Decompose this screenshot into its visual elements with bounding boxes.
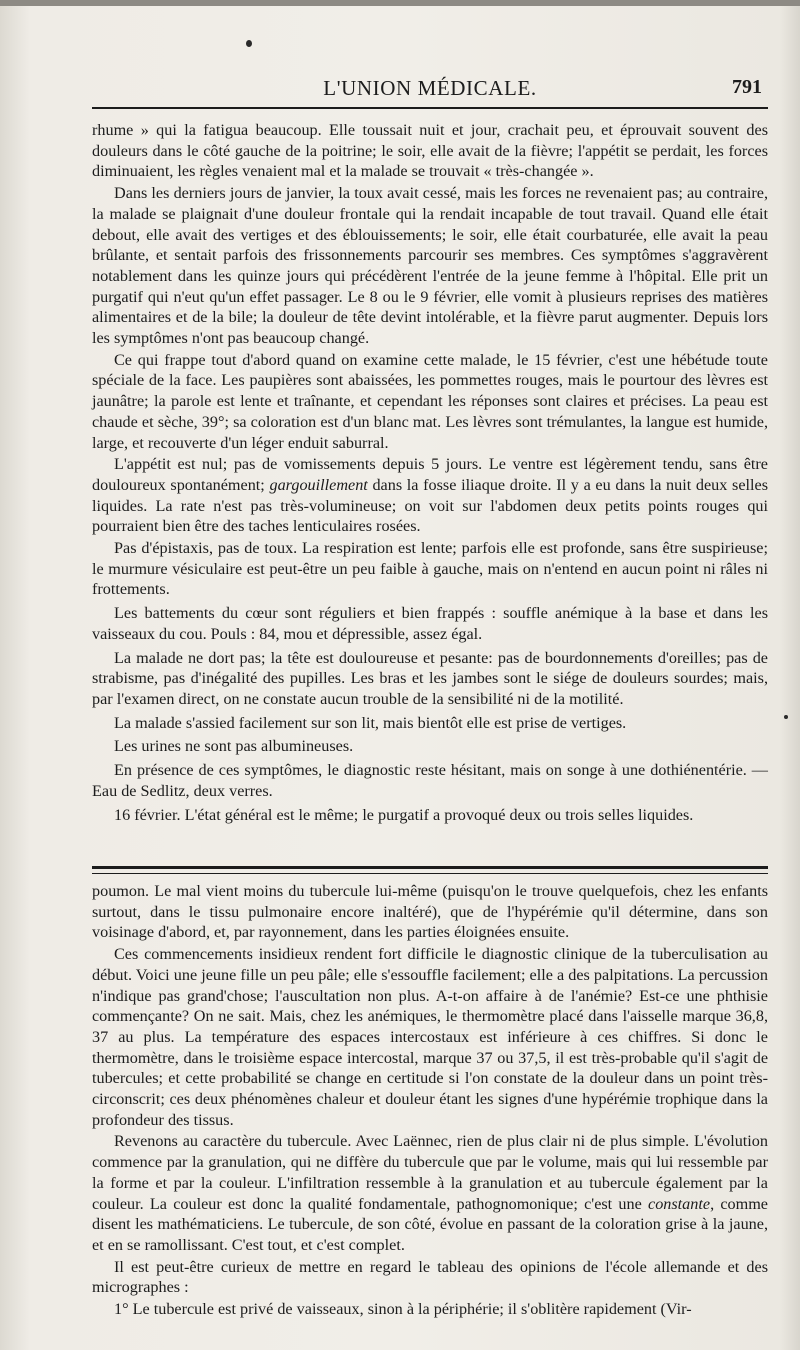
page-number: 791 xyxy=(732,76,762,98)
ink-spot xyxy=(246,40,252,47)
paragraph-text: Revenons au caractère du tubercule. Avec Laënnec, rien de plus clair ni de plus simple. L'évolution commence par la granulation, qui ne diffère du tubercule que par le volume, mais qui lui ressemble par la forme et par la couleur. L'infiltration ressemble à la granulation et au tubercule également par la couleur. La couleur est donc la qualité fondamentale, pathognomonique; c'est une xyxy=(92,1132,768,1213)
paragraph: Ce qui frappe tout d'abord quand on examine cette malade, le 15 février, c'est une hébétude toute spéciale de la face. Les paupières sont abaissées, les pommettes rouges, mais le pourtour des lèvres est jaunâtre; la parole est lente et traînante, et cependant les réponses sont claires et précises. La peau est chaude et sèche, 39°; sa coloration est d'un blanc mat. Les lèvres sont trémulantes, la langue est humide, large, et recouverte d'un léger enduit saburral. xyxy=(92,350,768,452)
paragraph: Pas d'épistaxis, pas de toux. La respiration est lente; parfois elle est profonde, sans être suspirieuse; le murmure vésiculaire est peut-être un peu faible à gauche, mais on n'entend en aucun point ni râles ni frottements. xyxy=(92,539,768,599)
paragraph xyxy=(92,1131,768,1255)
paragraph-text: L'appétit est nul; pas de vomissements depuis 5 jours. Le ventre est légèrement tendu, sans être douloureux spontanément; xyxy=(92,455,768,494)
paragraph: rhume » qui la fatigua beaucoup. Elle toussait nuit et jour, crachait peu, et éprouvait souvent des douleurs dans le côté gauche de la poitrine; le soir, elle avait de la fièvre; l'appétit se perdait, les forces diminuaient, les règles venaient mal et la malade se trouvait « très-changée ». xyxy=(92,121,768,181)
journal-title: L'UNION MÉDICALE. xyxy=(323,76,537,100)
paragraph: La malade ne dort pas; la tête est douloureuse et pesante: pas de bourdonnements d'oreilles; pas de strabisme, pas d'inégalité des pupilles. Les bras et les jambes sont le siége de douleurs sourdes; mais, par l'examen direct, on ne constate aucun trouble de la sensibilité ni de la motilité. xyxy=(92,648,768,708)
paragraph: Les urines ne sont pas albumineuses. xyxy=(114,737,354,756)
paragraph: 1° Le tubercule est privé de vaisseaux, sinon à la périphérie; il s'oblitère rapidement (Vir- xyxy=(114,1300,692,1319)
italic-term: gargouillement xyxy=(269,475,368,494)
paragraph: Les battements du cœur sont réguliers et bien frappés : souffle anémique à la base et dans les vaisseaux du cou. Pouls : 84, mou et dépressible, assez égal. xyxy=(92,604,768,643)
scan-border xyxy=(0,0,800,6)
header-rule xyxy=(92,107,768,109)
section-divider-thin xyxy=(92,873,768,874)
paragraph-text: dans la fosse iliaque droite. Il y a eu dans la nuit deux selles liquides. La rate n'est pas très-volumineuse; on voit sur l'abdomen deux petits points rouges qui pourraient bien être des taches lenticulaires rosées. xyxy=(92,475,768,536)
paragraph: Il est peut-être curieux de mettre en regard le tableau des opinions de l'école allemande et des micrographes : xyxy=(92,1257,768,1297)
paragraph: Dans les derniers jours de janvier, la toux avait cessé, mais les forces ne revenaient pas; au contraire, la malade se plaignait d'une douleur frontale qui la rendait incapable de tout travail. Quand elle était debout, elle avait des vertiges et des éblouissements; le soir, elle était courbaturée, elle avait la peau brûlante, et sentait parfois des frissonnements parcourir ses membres. Ces symptômes s'aggravèrent notablement dans les quinze jours qui précédèrent l'entrée de la jeune femme à l'hôpital. Elle prit un purgatif qui n'eut qu'un effet passager. Le 8 ou le 9 février, elle vomit à plusieurs reprises des matières alimentaires et de la bile; la douleur de tête devint intolérable, et la fièvre parut augmenter. Depuis lors les symptômes n'ont pas beaucoup changé. xyxy=(92,184,768,348)
case-report-section xyxy=(92,120,768,825)
paragraph: Ces commencements insidieux rendent fort difficile le diagnostic clinique de la tuberculisation au début. Voici une jeune fille un peu pâle; elle s'essouffle facilement; elle a des palpitations. La percussion n'indique pas grand'chose; l'auscultation non plus. A-t-on affaire à de l'anémie? Est-ce une phthisie commençante? On ne sait. Mais, chez les anémiques, le thermomètre placé dans l'aisselle marque 36,8, 37 au plus. La température des espaces intercostaux est inférieure à ces chiffres. Si donc le thermomètre, dans le troisième espace intercostal, marque 37 ou 37,5, il est très-probable qu'il s'agit de tubercules; et cette probabilité se change en certitude si l'on constate de la douleur dans un point très-circonscrit; ces deux phénomènes chaleur et douleur étant les signes d'une hypérémie trophique dans la profondeur des tissus. xyxy=(92,945,768,1129)
paragraph: poumon. Le mal vient moins du tubercule lui-même (puisqu'on le trouve quelquefois, chez les enfants surtout, dans le tissu pulmonaire encore inaltéré), que de l'hypérémie qu'il détermine, dans son voisinage d'abord, et, par rayonnement, dans les parties éloignées ensuite. xyxy=(92,882,768,942)
paragraph-text: , comme disent les mathématiciens. Le tubercule, de son côté, évolue en passant de la coloration grise à la jaune, et en se ramollissant. C'est tout, et c'est complet. xyxy=(92,1194,768,1254)
paragraph: 16 février. L'état général est le même; le purgatif a provoqué deux ou trois selles liquides. xyxy=(114,805,694,824)
running-header xyxy=(92,70,768,106)
paragraph: La malade s'assied facilement sur son lit, mais bientôt elle est prise de vertiges. xyxy=(114,713,627,732)
paragraph: En présence de ces symptômes, le diagnostic reste hésitant, mais on songe à une dothiénentérie. — Eau de Sedlitz, deux verres. xyxy=(92,761,768,800)
paragraph xyxy=(92,454,768,537)
italic-term: constante xyxy=(648,1194,711,1213)
section-divider-thick xyxy=(92,866,768,869)
feuilleton-section xyxy=(92,881,768,1320)
margin-mark xyxy=(784,715,788,719)
